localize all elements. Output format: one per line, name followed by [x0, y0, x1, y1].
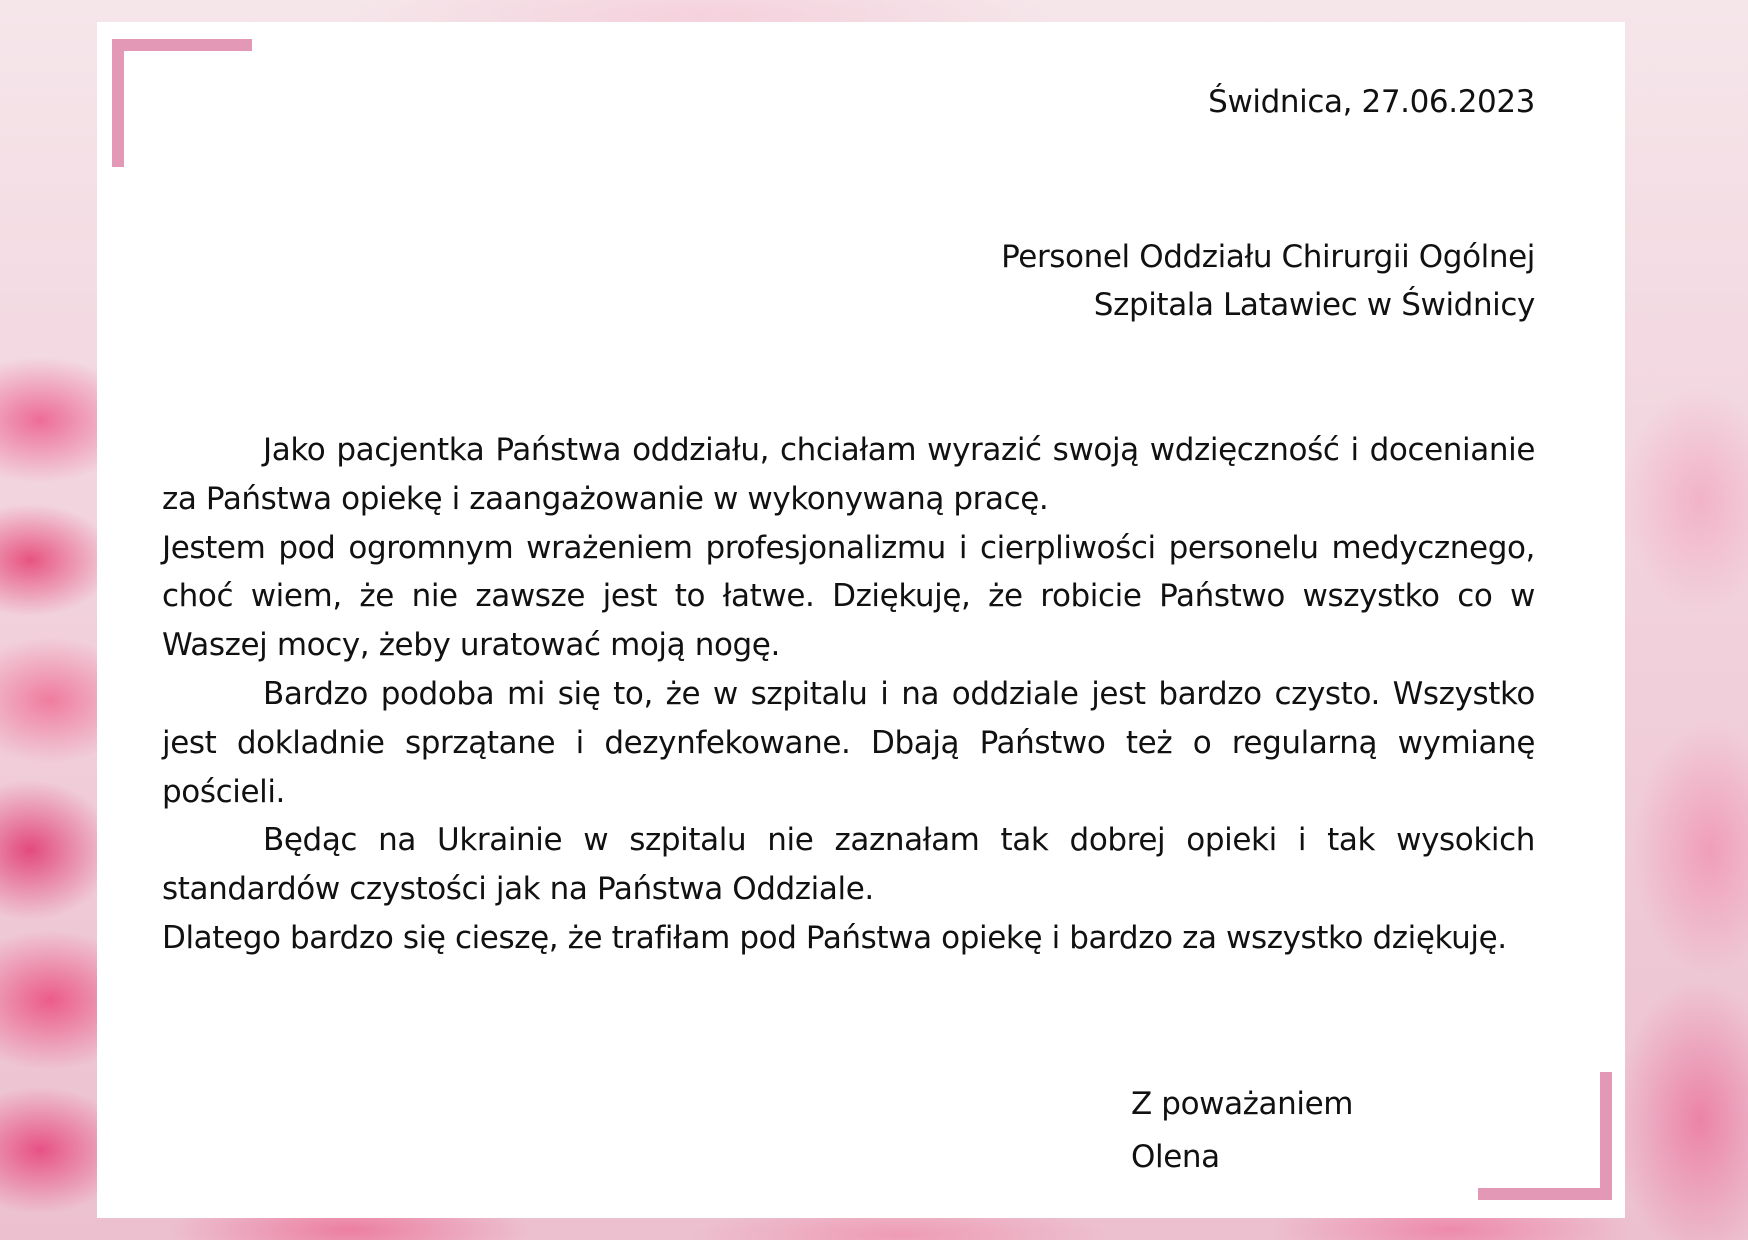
recipient-line-2: Szpitala Latawiec w Świdnicy	[1093, 287, 1535, 323]
corner-decoration-top-left	[112, 39, 252, 51]
corner-decoration-bottom-right-vertical	[1600, 1072, 1612, 1200]
letter-body	[162, 426, 1535, 963]
closing-phrase: Z poważaniem	[1131, 1086, 1354, 1122]
signature-name: Olena	[1131, 1139, 1220, 1175]
closing-block	[1131, 1078, 1353, 1184]
recipient-block	[1001, 233, 1535, 329]
recipient-line-1: Personel Oddziału Chirurgii Ogólnej	[1001, 239, 1535, 275]
corner-decoration-bottom-right	[1478, 1188, 1612, 1200]
paragraph-2: Jestem pod ogromnym wrażeniem profesjonalizmu i cierpliwości personelu medycznego, choć wiem, że nie zawsze jest to łatwe. Dziękuję, że robicie Państwo wszystko co w Waszej mocy, żeby uratować moją nogę.	[162, 529, 1535, 664]
corner-decoration-top-left-vertical	[112, 39, 124, 167]
paragraph-1: Jako pacjentka Państwa oddziału, chciałam wyrazić swoją wdzięczność i docenianie za Państwa opiekę i zaangażowanie w wykonywaną pracę.	[162, 432, 1535, 517]
place-and-date: Świdnica, 27.06.2023	[1208, 84, 1535, 120]
paragraph-4: Będąc na Ukrainie w szpitalu nie zaznałam tak dobrej opieki i tak wysokich standardów czystości jak na Państwa Oddziale.	[162, 822, 1535, 908]
paragraph-5: Dlatego bardzo się cieszę, że trafiłam pod Państwa opiekę i bardzo za wszystko dziękuję.	[162, 919, 1507, 956]
paragraph-3: Bardzo podoba mi się to, że w szpitalu i na oddziale jest bardzo czysto. Wszystko jest dokladnie sprzątane i dezynfekowane. Dbają Państwo też o regularną wymianę pościeli.	[162, 675, 1535, 810]
